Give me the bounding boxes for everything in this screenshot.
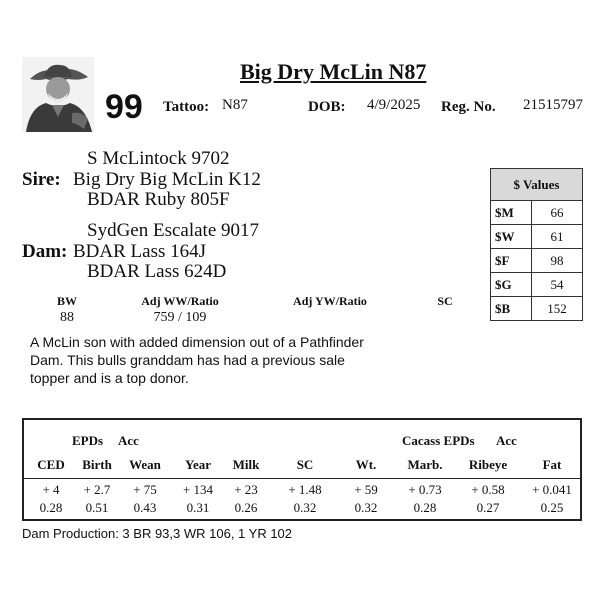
epd-column-header: CED bbox=[37, 457, 65, 472]
sc-label: SC bbox=[437, 294, 453, 308]
sire-label: Sire: bbox=[22, 169, 61, 190]
epd-value: + 23 bbox=[234, 482, 258, 497]
dollar-value-label: $B bbox=[491, 297, 532, 321]
epd-accuracy: 0.43 bbox=[133, 500, 157, 515]
dollar-value: 98 bbox=[531, 249, 582, 273]
epds-group-label: EPDs bbox=[72, 433, 104, 448]
dam-sire: SydGen Escalate 9017 bbox=[87, 220, 260, 241]
epd-value: + 4 bbox=[42, 482, 60, 497]
epd-accuracy: 0.27 bbox=[476, 500, 500, 515]
adj-ww-value: 759 / 109 bbox=[153, 310, 207, 325]
epd-accuracy: 0.28 bbox=[39, 500, 63, 515]
epd-accuracy: 0.28 bbox=[413, 500, 437, 515]
epd-value: + 0.041 bbox=[532, 482, 572, 497]
comment-text: A McLin son with added dimension out of a Pathfinder Dam. This bulls granddam has had a previous sale topper and is a top donor. bbox=[30, 334, 364, 386]
epd-accuracy: 0.31 bbox=[186, 500, 210, 515]
dollar-value-row bbox=[491, 201, 583, 225]
reg-no-label: Reg. No. bbox=[441, 99, 496, 115]
dam-dam: BDAR Lass 624D bbox=[87, 261, 227, 282]
cowboy-photo-icon bbox=[22, 57, 94, 132]
epd-column-header: Year bbox=[185, 457, 211, 472]
epd-column-header: SC bbox=[296, 457, 314, 472]
dollar-values-header: $ Values bbox=[491, 169, 583, 201]
epd-value: + 0.58 bbox=[471, 482, 505, 497]
adj-ww-label: Adj WW/Ratio bbox=[141, 294, 219, 308]
dollar-value: 61 bbox=[531, 225, 582, 249]
epd-value: + 2.7 bbox=[83, 482, 111, 497]
epd-value: + 0.73 bbox=[408, 482, 442, 497]
sire-sire: S McLintock 9702 bbox=[87, 148, 230, 169]
bw-value: 88 bbox=[60, 310, 74, 325]
epd-accuracy: 0.32 bbox=[354, 500, 378, 515]
dob-value: 4/9/2025 bbox=[367, 97, 421, 113]
epd-column-header: Birth bbox=[82, 457, 112, 472]
dollar-values-table bbox=[490, 168, 583, 321]
page-title: Big Dry McLin N87 bbox=[240, 59, 427, 84]
dollar-value-row bbox=[491, 225, 583, 249]
epd-value: + 75 bbox=[133, 482, 157, 497]
epd-column-header: Milk bbox=[232, 457, 260, 472]
dollar-value: 54 bbox=[531, 273, 582, 297]
epd-value: + 134 bbox=[182, 482, 214, 497]
epd-column-header: Wean bbox=[129, 457, 161, 472]
dollar-value-label: $W bbox=[491, 225, 532, 249]
epd-value: + 59 bbox=[354, 482, 378, 497]
epd-accuracy: 0.51 bbox=[85, 500, 109, 515]
dam-label: Dam: bbox=[22, 241, 68, 262]
sire-name: Big Dry Big McLin K12 bbox=[73, 169, 261, 190]
epd-accuracy: 0.32 bbox=[293, 500, 317, 515]
epds-acc-label: Acc bbox=[118, 433, 139, 448]
dam-name: BDAR Lass 164J bbox=[73, 241, 207, 262]
epd-column-header: Ribeye bbox=[468, 457, 508, 472]
epd-column-header: Wt. bbox=[355, 457, 377, 472]
epd-column-header: Fat bbox=[542, 457, 562, 472]
epd-divider bbox=[22, 478, 582, 479]
epd-column-header: Marb. bbox=[407, 457, 443, 472]
dob-label: DOB: bbox=[308, 99, 346, 115]
dollar-value: 152 bbox=[531, 297, 582, 321]
epd-accuracy: 0.25 bbox=[540, 500, 564, 515]
dollar-value-label: $G bbox=[491, 273, 532, 297]
dollar-value-row bbox=[491, 273, 583, 297]
bw-label: BW bbox=[56, 294, 77, 308]
dollar-value-label: $F bbox=[491, 249, 532, 273]
tattoo-label: Tattoo: bbox=[163, 99, 210, 115]
tattoo-value: N87 bbox=[222, 97, 248, 113]
reg-no-value: 21515797 bbox=[523, 97, 583, 113]
dollar-value-row bbox=[491, 297, 583, 321]
dollar-value-row bbox=[491, 249, 583, 273]
dam-production: Dam Production: 3 BR 93,3 WR 106, 1 YR 102 bbox=[22, 526, 293, 541]
lot-number: 99 bbox=[105, 88, 143, 126]
epd-value: + 1.48 bbox=[288, 482, 322, 497]
adj-yw-label: Adj YW/Ratio bbox=[293, 294, 367, 308]
dollar-value: 66 bbox=[531, 201, 582, 225]
epd-accuracy: 0.26 bbox=[234, 500, 258, 515]
sire-dam: BDAR Ruby 805F bbox=[87, 189, 230, 210]
carcass-epds-group-label: Cacass EPDs bbox=[402, 433, 475, 448]
dollar-value-label: $M bbox=[491, 201, 532, 225]
carcass-acc-label: Acc bbox=[496, 433, 517, 448]
